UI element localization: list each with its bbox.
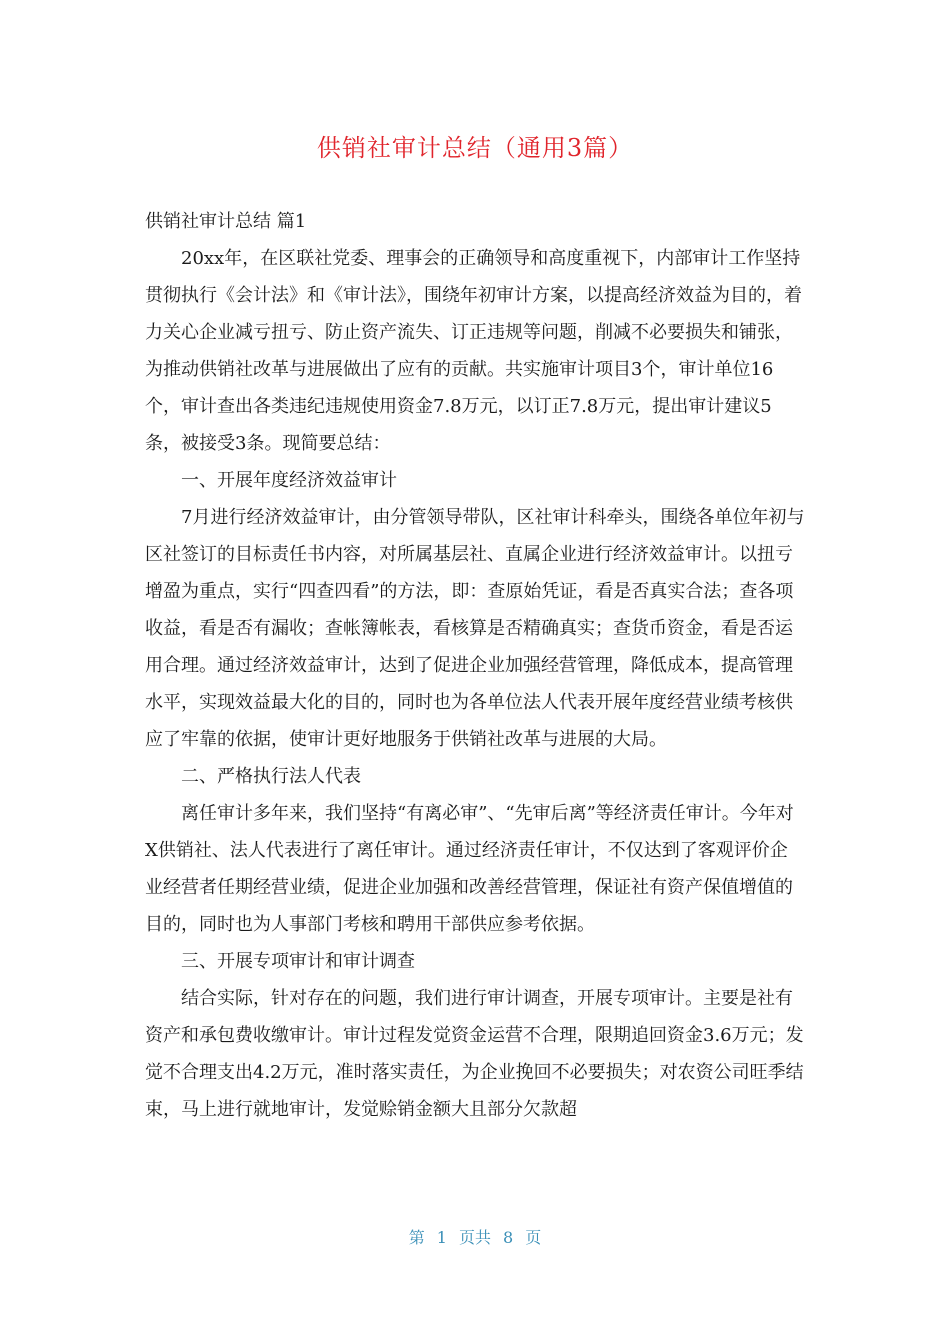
- subheading-3: 三、开展专项审计和审计调查: [181, 951, 415, 972]
- page-footer: [0, 1224, 950, 1252]
- footer-prefix: 第: [408, 1228, 425, 1247]
- paragraph-3: 结合实际，针对存在的问题，我们进行审计调查，开展专项审计。主要是社有资产和承包费收缴审计。审计过程发觉资金运营不合理，限期追回资金3.6万元；发觉不合理支出4.2万元，准时落实责任，为企业挽回不必要损失；对农资公司旺季结束，马上进行就地审计，发觉赊销金额大且部分欠款超: [145, 988, 804, 1120]
- footer-total-pages: 8: [503, 1228, 514, 1247]
- subheading-1: 一、开展年度经济效益审计: [181, 470, 397, 491]
- footer-page-number: 1: [436, 1228, 447, 1247]
- footer-middle: 页共: [458, 1228, 491, 1247]
- paragraph-2: 离任审计多年来，我们坚持“有离必审”、“先审后离”等经济责任审计。今年对X供销社、法人代表进行了离任审计。通过经济责任审计，不仅达到了客观评价企业经营者任期经营业绩，促进企业加强和改善经营管理，保证社有资产保值增值的目的，同时也为人事部门考核和聘用干部供应参考依据。: [145, 803, 794, 935]
- document-title: 供销社审计总结（通用3篇）: [316, 134, 634, 162]
- subheading-2: 二、严格执行法人代表: [181, 766, 361, 787]
- document-body: [145, 203, 805, 1128]
- section-heading: 供销社审计总结 篇1: [145, 211, 307, 232]
- footer-suffix: 页: [525, 1228, 542, 1247]
- paragraph-1: 7月进行经济效益审计，由分管领导带队，区社审计科牵头，围绕各单位年初与区社签订的目标责任书内容，对所属基层社、直属企业进行经济效益审计。以扭亏增盈为重点，实行“四查四看”的方法，即：查原始凭证，看是否真实合法；查各项收益，看是否有漏收；查帐簿帐表，看核算是否精确真实；查货币资金，看是否运用合理。通过经济效益审计，达到了促进企业加强经营管理，降低成本，提高管理水平，实现效益最大化的目的，同时也为各单位法人代表开展年度经营业绩考核供应了牢靠的依据，使审计更好地服务于供销社改革与进展的大局。: [145, 507, 805, 750]
- paragraph-intro: 20xx年，在区联社党委、理事会的正确领导和高度重视下，内部审计工作坚持贯彻执行《会计法》和《审计法》，围绕年初审计方案，以提高经济效益为目的，着力关心企业减亏扭亏、防止资产流失、订正违规等问题，削减不必要损失和铺张，为推动供销社改革与进展做出了应有的贡献。共实施审计项目3个，审计单位16个，审计查出各类违纪违规使用资金7.8万元，以订正7.8万元，提出审计建议5条，被接受3条。现简要总结：: [145, 248, 802, 454]
